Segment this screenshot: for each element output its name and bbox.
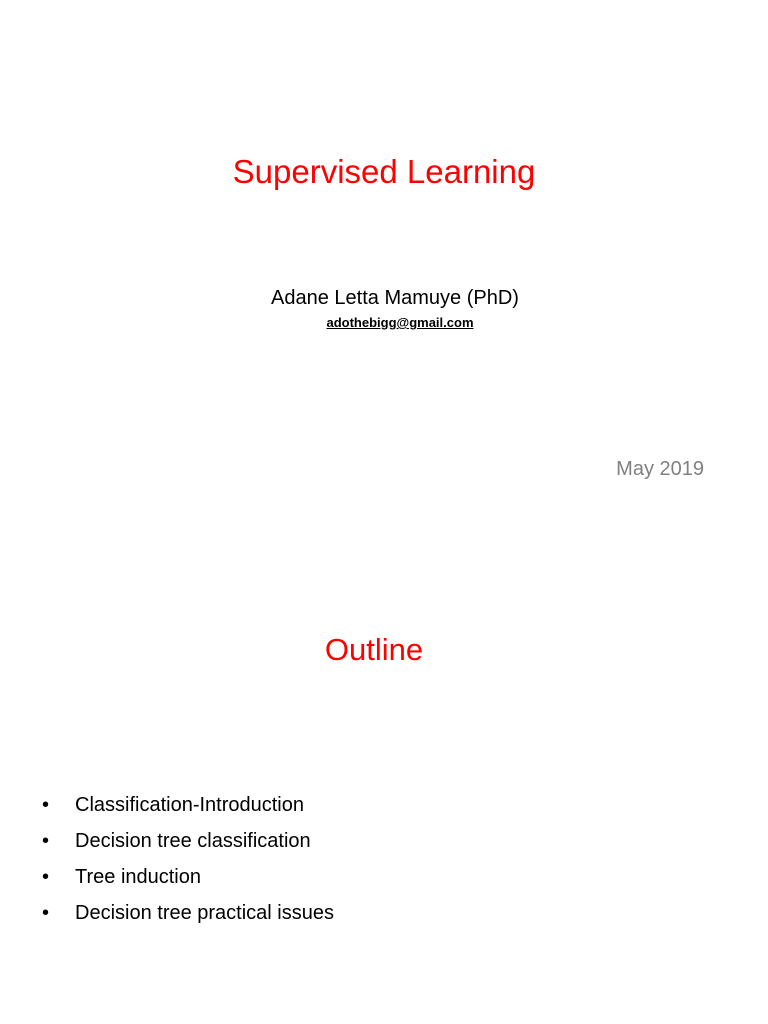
list-item [38,859,334,895]
list-item-label: Decision tree classification [75,830,311,852]
list-item [38,823,334,859]
outline-list [38,787,334,931]
list-item-label: Classification-Introduction [75,794,304,816]
list-item [38,787,334,823]
bullet-icon: • [42,866,50,888]
list-item-label: Tree induction [75,866,201,888]
bullet-icon: • [42,830,50,852]
presentation-date: May 2019 [616,458,704,480]
outline-slide [0,512,768,1024]
bullet-icon: • [42,794,50,816]
bullet-icon: • [42,902,50,924]
author-name: Adane Letta Mamuye (PhD) [271,287,519,309]
outline-title: Outline [324,632,424,667]
email-link[interactable]: adothebigg@gmail.com [326,315,474,330]
list-item-label: Decision tree practical issues [75,902,334,924]
slide-title: Supervised Learning [232,153,536,190]
list-item [38,895,334,931]
